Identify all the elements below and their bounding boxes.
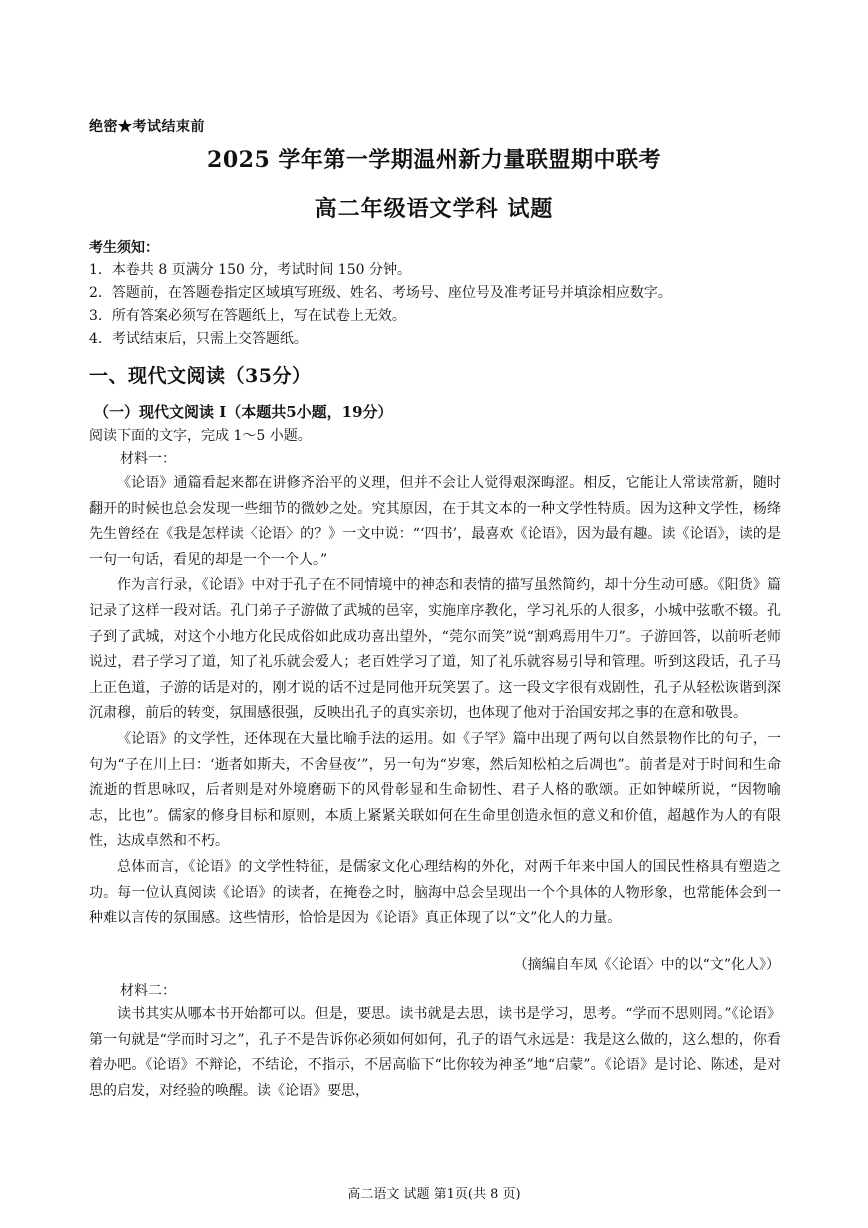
page-footer: 高二语文 试题 第1页(共 8 页)	[347, 1187, 521, 1202]
section-title: 一、现代文阅读（35分）	[89, 365, 312, 387]
material-two-label: 材料二：	[120, 983, 176, 999]
material-one-label: 材料一：	[120, 451, 176, 467]
exam-title: 2025 学年第一学期温州新力量联盟期中联考	[207, 147, 661, 173]
material-two-text	[89, 1002, 781, 1104]
notice-item: 4．考试结束后，只需上交答题纸。	[89, 331, 308, 347]
reading-instruction: 阅读下面的文字，完成 1～5 小题。	[89, 428, 312, 444]
paragraph: 《论语》的文学性，还体现在大量比喻手法的运用。如《子罕》篇中出现了两句以自然景物作比的句子，一句为“子在川上曰：‘逝者如斯夫，不舍昼夜’”，另一句为“岁寒，然后知松柏之后凋也”。前者是对于时间和生命流逝的哲思咏叹，后者则是对外境磨砺下的风骨彰显和生命韧性、君子人格的歌颂。正如钟嵘所说，“因物喻志，比也”。儒家的修身目标和原则，本质上紧紧关联如何在生命里创造永恒的意义和价值，超越作为人的有限性，达成卓然和不朽。	[89, 730, 781, 850]
paragraph: 作为言行录，《论语》中对于孔子在不同情境中的神态和表情的描写虽然简约，却十分生动可感。《阳货》篇记录了这样一段对话。孔门弟子子游做了武城的邑宰，实施庠序教化，学习礼乐的人很多，小城中弦歌不辍。孔子到了武城，对这个小地方化民成俗如此成功喜出望外，“莞尔而笑”说“割鸡焉用牛刀”。子游回答，以前听老师说过，君子学习了道，知了礼乐就会爱人；老百姓学习了道，知了礼乐就容易引导和管理。听到这段话，孔子马上正色道，子游的话是对的，刚才说的话不过是同他开玩笑罢了。这一段文字很有戏剧性，孔子从轻松诙谐到深沉肃穆，前后的转变，氛围感很强，反映出孔子的真实亲切，也体现了他对于治国安邦之事的在意和敬畏。	[89, 577, 781, 722]
paragraph: 读书其实从哪本书开始都可以。但是，要思。读书就是去思，读书是学习，思考。“学而不思则罔。”《论语》第一句就是“学而时习之”，孔子不是告诉你必须如何如何，孔子的语气永远是：我是这么做的，这么想的，你看着办吧。《论语》不辩论，不结论，不指示，不居高临下“比你较为神圣”地“启蒙”。《论语》是讨论、陈述，是对思的启发，对经验的唤醒。读《论语》要思，	[89, 1006, 781, 1099]
confidential-label: 绝密★考试结束前	[89, 119, 205, 135]
notice-item: 1．本卷共 8 页满分 150 分，考试时间 150 分钟。	[89, 262, 411, 278]
exam-subtitle: 高二年级语文学科 试题	[314, 196, 554, 222]
paragraph: 《论语》通篇看起来都在讲修齐治平的义理，但并不会让人觉得艰深晦涩。相反，它能让人常读常新，随时翻开的时候也总会发现一些细节的微妙之处。究其原因，在于其文本的一种文学性特质。因为这种文学性，杨绛先生曾经在《我是怎样读〈论语〉的？》一文中说：“‘四书’，最喜欢《论语》，因为最有趣。读《论语》，读的是一句一句话，看见的却是一个一个人。”	[89, 475, 781, 568]
notice-item: 2．答题前，在答题卷指定区域填写班级、姓名、考场号、座位号及准考证号并填涂相应数字。	[89, 285, 672, 301]
notice-item: 3．所有答案必须写在答题纸上，写在试卷上无效。	[89, 308, 406, 324]
notice-list	[89, 259, 789, 351]
subsection-title: （一）现代文阅读 I（本题共5小题，19分）	[94, 403, 393, 421]
material-one-text	[89, 471, 781, 932]
paragraph: 总体而言，《论语》的文学性特征，是儒家文化心理结构的外化，对两千年来中国人的国民性格具有塑造之功。每一位认真阅读《论语》的读者，在掩卷之时，脑海中总会呈现出一个个具体的人物形象，也常能体会到一种难以言传的氛围感。这些情形，恰恰是因为《论语》真正体现了以“文”化人的力量。	[89, 858, 781, 927]
material-one-source: （摘编自车凤《〈论语〉中的以“文”化人》）	[513, 957, 780, 973]
notice-heading: 考生须知：	[89, 240, 159, 256]
